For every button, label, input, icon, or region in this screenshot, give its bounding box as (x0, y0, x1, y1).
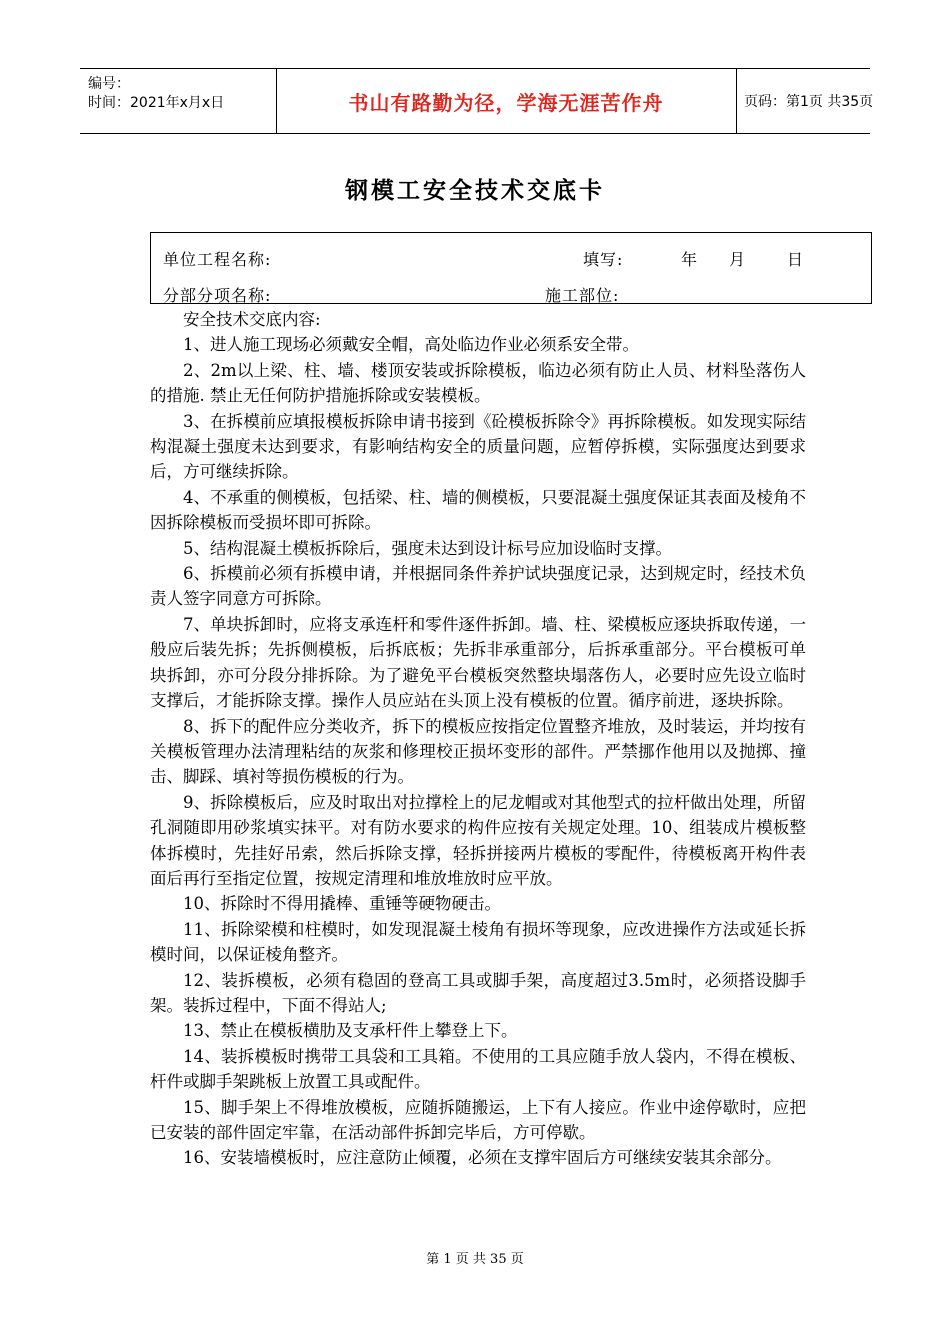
motto-text: 书山有路勤为径，学海无涯苦作舟 (348, 90, 664, 115)
content-paragraph: 9、拆除模板后，应及时取出对拉撑栓上的尼龙帽或对其他型式的拉杆做出处理，所留孔洞随即用砂浆填实抹平。对有防水要求的构件应按有关规定处理。10、组装成片模板整体拆模时，先挂好吊索，然后拆除支撑，轻拆拼接两片模板的零配件，待模板离开构件表面后再行至指定位置，按规定清理和堆放堆放时应平放。 (150, 792, 806, 888)
month-label: 月 (729, 250, 746, 269)
content-paragraph: 1、进人施工现场必须戴安全帽，高处临边作业必须系安全带。 (183, 335, 639, 355)
content-paragraph: 4、不承重的侧模板，包括梁、柱、墙的侧模板，只要混凝土强度保证其表面及棱角不因拆除模板而受损坏即可拆除。 (150, 487, 806, 533)
page-info: 页码：第1页 共35页 (744, 94, 874, 110)
subproject-name-label: 分部分项名称: (163, 286, 272, 305)
header-page-cell (736, 69, 874, 133)
content-paragraph: 16、安装墙模板时，应注意防止倾覆，必须在支撑牢固后方可继续安装其余部分。 (183, 1148, 782, 1168)
fill-label: 填写: (583, 250, 624, 269)
location-label: 施工部位: (545, 286, 620, 305)
header-motto-cell (276, 69, 737, 133)
content-paragraph: 7、单块拆卸时，应将支承连杆和零件逐件拆卸。墙、柱、梁模板应逐块拆取传递，一般应后装先拆；先拆侧模板，后拆底板；先拆非承重部分，后拆承重部分。平台模板可单块拆卸，亦可分段分排拆除。为了避免平台模板突然整块塌落伤人，必要时应先设立临时支撑后，才能拆除支撑。操作人员应站在头顶上没有模板的位置。循序前进，逐块拆除。 (150, 614, 806, 711)
content-paragraph: 3、在拆模前应填报模板拆除申请书接到《砼模板拆除令》再拆除模板。如发现实际结构混凝土强度未达到要求，有影响结构安全的质量问题，应暂停拆模，实际强度达到要求后，方可继续拆除。 (150, 411, 806, 482)
content-paragraph: 12、装拆模板，必须有稳固的登高工具或脚手架，高度超过3.5m时，必须搭设脚手架。装拆过程中，下面不得站人; (150, 970, 806, 1015)
content-paragraph: 6、拆模前必须有拆模申请，并根据同条件养护试块强度记录，达到规定时，经技术负责人签字同意方可拆除。 (150, 564, 806, 609)
content-paragraph: 13、禁止在模板横肋及支承杆件上攀登上下。 (183, 1021, 518, 1041)
year-label: 年 (681, 250, 698, 269)
time-line: 时间：2021年x月x日 (88, 95, 225, 111)
content-paragraph: 11、拆除梁模和柱模时，如发现混凝土棱角有损坏等现象，应改进操作方法或延长拆模时间，以保证棱角整齐。 (150, 919, 806, 965)
content-paragraph: 2、2m以上梁、柱、墙、楼顶安装或拆除模板，临边必须有防止人员、材料坠落伤人的措施. 禁止无任何防护措施拆除或安装模板。 (150, 360, 806, 406)
content-paragraph: 5、结构混凝土模板拆除后，强度未达到设计标号应加设临时支撑。 (183, 538, 672, 558)
safety-content (150, 307, 806, 1171)
content-paragraph: 14、装拆模板时携带工具袋和工具箱。不使用的工具应随手放人袋内，不得在模板、杆件或脚手架跳板上放置工具或配件。 (150, 1046, 806, 1092)
content-paragraph: 8、拆下的配件应分类收齐，拆下的模板应按指定位置整齐堆放，及时装运，并均按有关模板管理办法清理粘结的灰浆和修理校正损坏变形的部件。严禁挪作他用以及抛掷、撞击、脚踩、填衬等损伤模板的行为。 (150, 716, 806, 787)
header-left-cell (80, 69, 277, 133)
info-table (150, 232, 872, 304)
number-label: 编号： (88, 76, 130, 92)
content-heading: 安全技术交底内容: (183, 310, 321, 329)
page-footer: 第 1 页 共 35 页 (426, 1252, 524, 1267)
document-title: 钢模工安全技术交底卡 (345, 178, 605, 204)
content-paragraph: 10、拆除时不得用撬棒、重锤等硬物硬击。 (183, 894, 501, 914)
content-paragraph: 15、脚手架上不得堆放模板，应随拆随搬运，上下有人接应。作业中途停歇时，应把已安装的部件固定牢靠，在活动部件拆卸完毕后，方可停歇。 (150, 1097, 806, 1142)
document-header (80, 68, 874, 134)
day-label: 日 (787, 250, 804, 269)
project-name-label: 单位工程名称: (163, 250, 272, 269)
